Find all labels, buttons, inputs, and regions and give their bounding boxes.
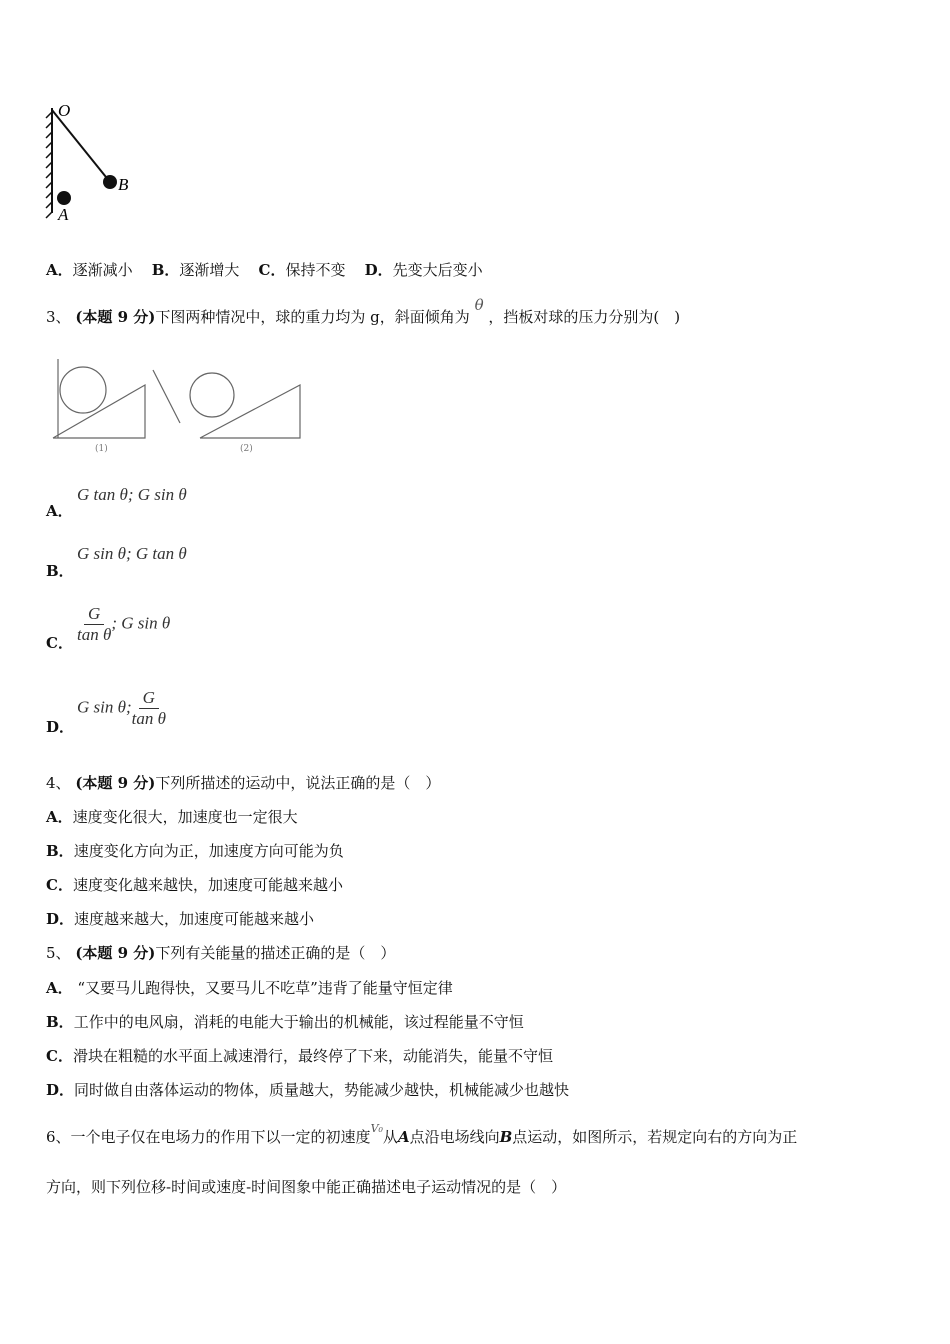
- figure-label-1: (1): [95, 444, 108, 454]
- figure-label-2: (2): [240, 444, 253, 454]
- q5-option-c[interactable]: C．滑块在粗糙的水平面上减速滑行，最终停了下来，动能消失，能量不守恒: [46, 1047, 553, 1065]
- option-a[interactable]: A．逐渐减小: [46, 261, 133, 279]
- label-a: A: [58, 205, 69, 224]
- q4-option-d[interactable]: D．速度越来越大，加速度可能越来越小: [46, 910, 315, 928]
- q3-stem: 3、 (本题 9 分)下图两种情况中，球的重力均为 g，斜面倾角为 θ ，挡板对球的压力分别为( ): [46, 296, 681, 326]
- q6-stem: 6、一个电子仅在电场力的作用下以一定的初速度$^{V_0}$从A点沿电场线向B点运动，如图所示，若规定向右的方向为正: [46, 1122, 798, 1146]
- q4-option-c[interactable]: C．速度变化越来越快，加速度可能越来越小: [46, 876, 343, 894]
- option-b[interactable]: B．逐渐增大: [151, 261, 240, 279]
- q5-option-b[interactable]: B．工作中的电风扇，消耗的电能大于输出的机械能，该过程能量不守恒: [46, 1013, 524, 1031]
- incline-figures: [50, 355, 310, 455]
- q4-option-b[interactable]: B．速度变化方向为正，加速度方向可能为负: [46, 842, 344, 860]
- q4-stem: 4、 (本题 9 分)下列所描述的运动中，说法正确的是（ ）: [46, 774, 441, 792]
- option-c[interactable]: C．保持不变: [258, 261, 346, 279]
- q5-option-d[interactable]: D．同时做自由落体运动的物体，质量越大，势能减少越快，机械能减少也越快: [46, 1081, 570, 1099]
- pendulum-figure: [40, 98, 140, 228]
- label-b: B: [118, 175, 129, 194]
- exam-page: O B A A．逐渐减小 B．逐渐增大 C．保持不变 D．先变大后变小 3、 (本题 9 分)下图两种情况中，球的重力均为 g，斜面倾角为 θ ，挡板对球的压力分别为( ) (1) (2) A． G tan θ; G sin θ B． G sin θ; G tan θ C． $\frac{G}{\text{tan θ}}$ ; G sin θ D． G sin θ; $\frac{G}{\text{tan θ}}$ 4、 (本题 9 分)下列所描述的运动中，说法正确的是（ ） A．速度变化很大，加速度也一定很大 B．速度变化方向为正，加速度方向可能为负 C．速度变化越来越快，加速度可能越来越小 D．速度越来越大，加速度可能越来越小 5、 (本题 9 分)下列有关能量的描述正确的是（ ） A． “又要马儿跑得快，又要马儿不吃草”违背了能量守恒定律 B．工作中的电风扇，消耗的电能大于输出的机械能，该过程能量不守恒 C．滑块在粗糙的水平面上减速滑行，最终停了下来，动能消失，能量不守恒 D．同时做自由落体运动的物体，质量越大，势能减少越快，机械能减少也越快 6、一个电子仅在电场力的作用下以一定的初速度$^{V_0}$从A点沿电场线向B点运动，如图所示，若规定向右的方向为正 方向，则下列位移-时间或速度-时间图象中能正确描述电子运动情况的是（ ）: [0, 0, 950, 1344]
- q6-stem-line2: 方向，则下列位移-时间或速度-时间图象中能正确描述电子运动情况的是（ ）: [46, 1178, 567, 1196]
- q4-option-a[interactable]: A．速度变化很大，加速度也一定很大: [46, 808, 298, 826]
- q5-option-a[interactable]: A． “又要马儿跑得快，又要马儿不吃草”违背了能量守恒定律: [46, 979, 453, 997]
- q5-stem: 5、 (本题 9 分)下列有关能量的描述正确的是（ ）: [46, 944, 396, 962]
- q2-options: [46, 260, 483, 280]
- option-d[interactable]: D．先变大后变小: [364, 261, 483, 279]
- label-o: O: [58, 101, 71, 120]
